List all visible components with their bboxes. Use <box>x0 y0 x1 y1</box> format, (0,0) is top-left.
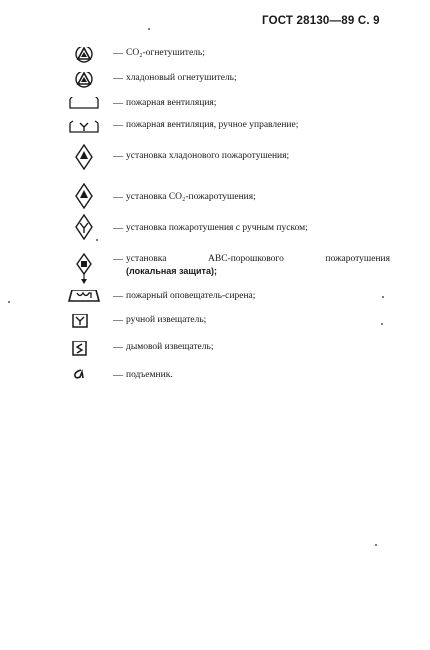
entry-text-line1: установка АВС-порошкового пожаротушения <box>126 254 390 264</box>
entry-text: подъемник. <box>126 370 173 380</box>
entry-text: установка хладонового пожаротушения; <box>126 151 290 161</box>
diamond-triangle-icon <box>58 183 110 213</box>
scan-speck <box>375 544 377 546</box>
scan-speck <box>96 239 98 241</box>
entry-dash: — <box>113 315 123 326</box>
entry-dash: — <box>113 120 123 131</box>
entry-text: дымовой извещатель; <box>126 342 214 352</box>
entry-text: пожарная вентиляция; <box>126 98 217 108</box>
entry-dash: — <box>113 73 123 84</box>
entry-dash: — <box>113 254 123 265</box>
hoist-icon <box>58 369 110 399</box>
entry-text: пожарная вентиляция, ручное управление; <box>126 120 299 130</box>
entry-text: пожарный оповещатель-сирена; <box>126 291 256 301</box>
scan-speck <box>381 323 383 325</box>
scan-speck <box>382 296 384 298</box>
entry-dash: — <box>113 48 123 59</box>
entry-text: установка СО₂-пожаротушения; <box>126 192 256 202</box>
manual-detector-icon <box>58 314 110 344</box>
entry-dash: — <box>113 291 123 302</box>
entry-dash: — <box>113 342 123 353</box>
smoke-detector-icon <box>58 341 110 371</box>
scan-speck <box>148 28 150 30</box>
diamond-manual-icon <box>58 214 110 244</box>
entry-text-line2: (локальная защита); <box>126 266 217 276</box>
scan-speck <box>8 301 10 303</box>
entry-dash: — <box>113 192 123 203</box>
entry-dash: — <box>113 223 123 234</box>
entry-dash: — <box>113 151 123 162</box>
entry-text: хладоновый огнетушитель; <box>126 73 237 83</box>
entry-dash: — <box>113 98 123 109</box>
entry-text: СО₂-огнетушитель; <box>126 48 205 58</box>
diamond-local-icon <box>58 253 110 287</box>
entry-text: установка пожаротушения с ручным пуском; <box>126 223 308 233</box>
page-header: ГОСТ 28130—89 С. 9 <box>262 15 380 27</box>
entry-text: ручной извещатель; <box>126 315 207 325</box>
entry-dash: — <box>113 370 123 381</box>
diamond-triangle-icon <box>58 144 110 174</box>
